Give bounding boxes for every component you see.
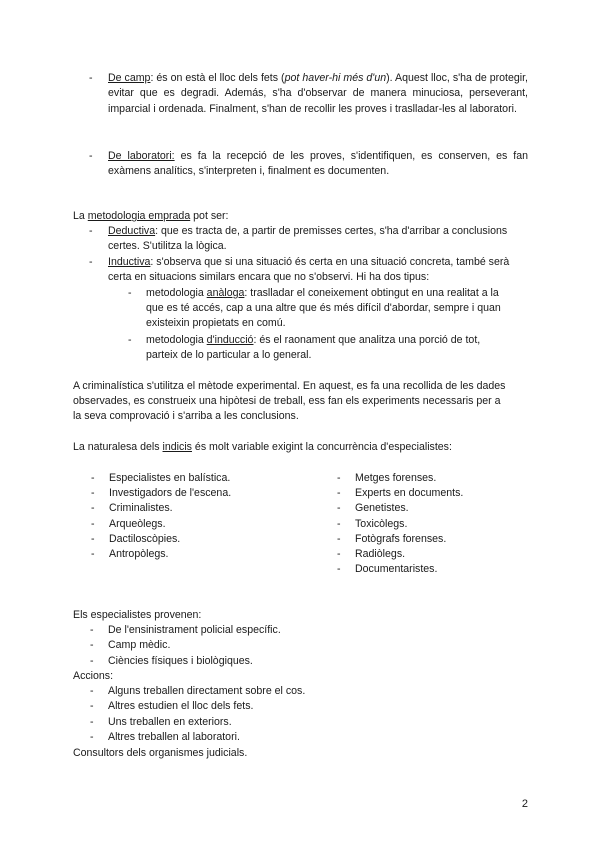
naturalesa-line: La naturalesa dels indicis és molt variable exigint la concurrència d'especialistes:	[73, 441, 452, 453]
list-dash: -	[128, 334, 132, 346]
deductiva-line-2: certes. S'utilitza la lògica.	[108, 240, 227, 252]
de-laboratori-paragraph: De laboratori: es fa la recepció de les proves, s'identifiquen, es conserven, es fan exàmens analítics, s'interpreten i, finalment es documenten.	[108, 150, 529, 178]
list-dash: -	[89, 256, 93, 268]
page-number: 2	[521, 798, 528, 810]
deductiva-line-1: Deductiva: que es tracta de, a partir de premisses certes, s'ha d'arribar a conclusions	[108, 225, 508, 237]
inductiva-line-1: Inductiva: s'observa que si una situació és certa en una situació concreta, també serà	[108, 256, 510, 268]
induccio-line-1: metodologia d'inducció: és el raonament que analitza una porció de tot,	[146, 334, 481, 346]
induccio-line-2: parteix de lo particular a lo general.	[146, 349, 312, 361]
inductiva-line-2: certa en situacions similars encara que no s'observi. Hi ha dos tipus:	[108, 271, 430, 283]
criminalistica-line-3: la seva comprovació i s'arriba a les conclusions.	[73, 410, 299, 422]
list-dash: -	[89, 72, 93, 84]
de-camp-paragraph: De camp: és on està el lloc dels fets (pot haver-hi més d'un). Aquest lloc, s'ha de protegir, evitar que es degradi. Además, s'ha d'observar de manera minuciosa, perseverant, imparcial i ordenada. Finalment, s'han de recollir les proves i traslladar-les al laboratori.	[108, 72, 529, 115]
accions-heading: Accions:	[73, 670, 114, 682]
criminalistica-line-2: observades, es construeix una hipòtesi de treball, ess fan els experiments necessaris per a	[73, 395, 501, 407]
consultors-line: Consultors dels organismes judicials.	[73, 747, 248, 759]
deductiva-term: Deductiva	[108, 225, 156, 237]
analoga-line-1: metodologia anàloga: traslladar el coneixement obtingut en una realitat a la	[146, 287, 499, 299]
de-camp-italic: pot haver-hi més d'un	[284, 72, 387, 84]
list-dash: -	[89, 150, 93, 162]
induccio-term: d'inducció	[206, 334, 254, 346]
criminalistica-line-1: A criminalística s'utilitza el mètode experimental. En aquest, es fa una recollida de les dades	[73, 380, 506, 392]
metodologia-intro: La metodologia emprada pot ser:	[73, 210, 229, 222]
list-dash: -	[128, 287, 132, 299]
inductiva-term: Inductiva	[108, 256, 151, 268]
analoga-term: anàloga	[206, 287, 245, 299]
de-laboratori-term: De laboratori:	[108, 150, 175, 162]
document-page: - De camp: és on està el lloc dels fets (pot haver-hi més d'un). Aquest lloc, s'ha de protegir, evitar que es degradi. Además, s'ha d'observar de manera minuciosa, perseverant, imparcial i ordenada. Finalment, s'han de recollir les proves i traslladar-les al laboratori. - De laboratori: es fa la recepció de les proves, s'identifiquen, es conserven, es fan exàmens analítics, s'interpreten i, finalment es documenten. La metodologia emprada pot ser: - Deductiva: que es tracta de, a partir de premisses certes, s'ha d'arribar a conclusions certes. S'utilitza la lògica. - Inductiva: s'observa que si una situació és certa en una situació concreta, també serà certa en situacions similars encara que no s'observi. Hi ha dos tipus: - metodologia anàloga: traslladar el coneixement obtingut en una realitat a la que es té accés, cap a una altre que és més difícil d'abordar, sempre i quan existeixin propietats en comú. - metodologia d'inducció: és el raonament que analitza una porció de tot, parteix de lo particular a lo general. A criminalística s'utilitza el mètode experimental. En aquest, es fa una recollida de les dades observades, es construeix una hipòtesi de treball, ess fan els experiments necessaris per a la seva comprovació i s'arriba a les conclusions. La naturalesa dels indicis és molt variable exigint la concurrència d'especialistes: - Especialistes en balística. - Investigadors de l'escena. - Criminalistes. - Arqueòlegs. - Dactiloscòpies. - Antropòlegs. - Metges forenses. - Experts en documents. - Genetistes. - Toxicòlegs. - Fotògrafs forenses. - Radiòlegs. - Documentaristes. Els especialistes provenen: - De l'ensinistrament policial específic. - Camp mèdic. - Ciències físiques i biològiques. Accions: - Alguns treballen directament sobre el cos. - Altres estudien el lloc dels fets. - Uns treballen en exteriors. - Altres treballen al laboratori. Consultors dels organismes judicials. 2	[0, 0, 600, 848]
indicis-term: indicis	[162, 441, 192, 453]
analoga-line-3: existeixin propietats en comú.	[146, 317, 286, 329]
list-dash: -	[89, 225, 93, 237]
provenen-heading: Els especialistes provenen:	[73, 609, 202, 621]
analoga-line-2: que es té accés, cap a una altre que és més difícil d'abordar, sempre i quan	[146, 302, 501, 314]
de-camp-term: De camp	[108, 72, 151, 84]
